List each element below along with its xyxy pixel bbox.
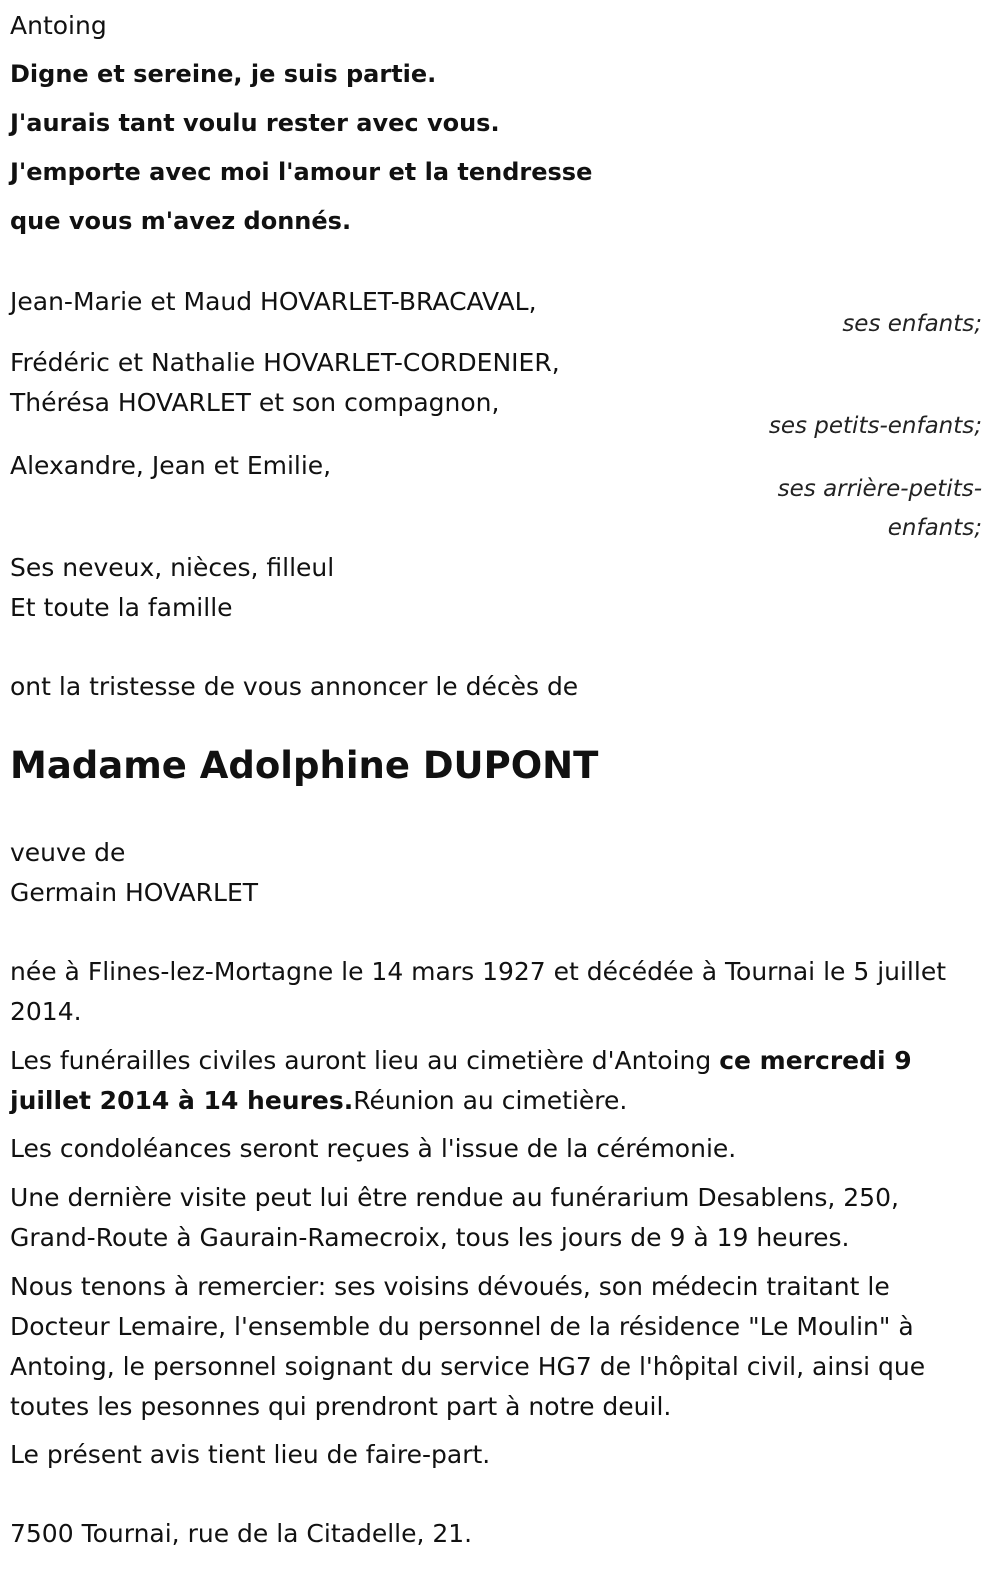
condolences-paragraph: Les condoléances seront reçues à l'issue de la cérémonie.: [10, 1134, 737, 1163]
announcement-intro: ont la tristesse de vous annoncer le décès de: [10, 672, 579, 701]
poem-line: Digne et sereine, je suis partie.: [10, 60, 437, 88]
thanks-paragraph: Nous tenons à remercier: ses voisins dévoués, son médecin traitant le Docteur Lemaire, l'ensemble du personnel de la résidence "Le Moulin" à Antoing, le personnel soignant du service HG7 de l'hôpital civil, ainsi que toutes les pesonnes qui prendront part à notre deuil.: [10, 1272, 926, 1421]
other-relatives: Et toute la famille: [10, 593, 233, 622]
deceased-name: Madame Adolphine DUPONT: [10, 744, 599, 787]
grandchildren-names: Thérésa HOVARLET et son compagnon,: [10, 388, 500, 417]
poem-line: J'emporte avec moi l'amour et la tendresse: [10, 158, 593, 186]
notice-paragraph: Le présent avis tient lieu de faire-part.: [10, 1440, 491, 1469]
grandchildren-names: Frédéric et Nathalie HOVARLET-CORDENIER,: [10, 348, 560, 377]
poem-line: que vous m'avez donnés.: [10, 207, 352, 235]
funeral-paragraph: [10, 1041, 982, 1121]
funeral-text: Les funérailles civiles auront lieu au cimetière d'Antoing: [10, 1046, 720, 1075]
birth-death-paragraph: née à Flines-lez-Mortagne le 14 mars 1927 et décédée à Tournai le 5 juillet 2014.: [10, 957, 947, 1026]
other-relatives: Ses neveux, nièces, filleul: [10, 553, 335, 582]
great-grandchildren-role: enfants;: [887, 515, 982, 541]
poem: [10, 50, 592, 246]
children-role: ses enfants;: [842, 311, 982, 337]
grandchildren-role: ses petits-enfants;: [768, 413, 982, 439]
great-grandchildren-role: ses arrière-petits-: [777, 476, 982, 502]
funeral-date: ce mercredi 9 juillet 2014 à 14 heures.: [10, 1046, 912, 1115]
poem-line: J'aurais tant voulu rester avec vous.: [10, 109, 500, 137]
town-header: Antoing: [10, 11, 107, 40]
spouse-name: Germain HOVARLET: [10, 878, 259, 907]
children-names: Jean-Marie et Maud HOVARLET-BRACAVAL,: [10, 287, 537, 316]
address: 7500 Tournai, rue de la Citadelle, 21.: [10, 1519, 473, 1548]
funeral-meeting: Réunion au cimetière.: [353, 1086, 628, 1115]
last-visit-paragraph: Une dernière visite peut lui être rendue au funérarium Desablens, 250, Grand-Route à Gaurain-Ramecroix, tous les jours de 9 à 19 heures.: [10, 1183, 899, 1252]
great-grandchildren-names: Alexandre, Jean et Emilie,: [10, 451, 332, 480]
widow-of-label: veuve de: [10, 838, 126, 867]
